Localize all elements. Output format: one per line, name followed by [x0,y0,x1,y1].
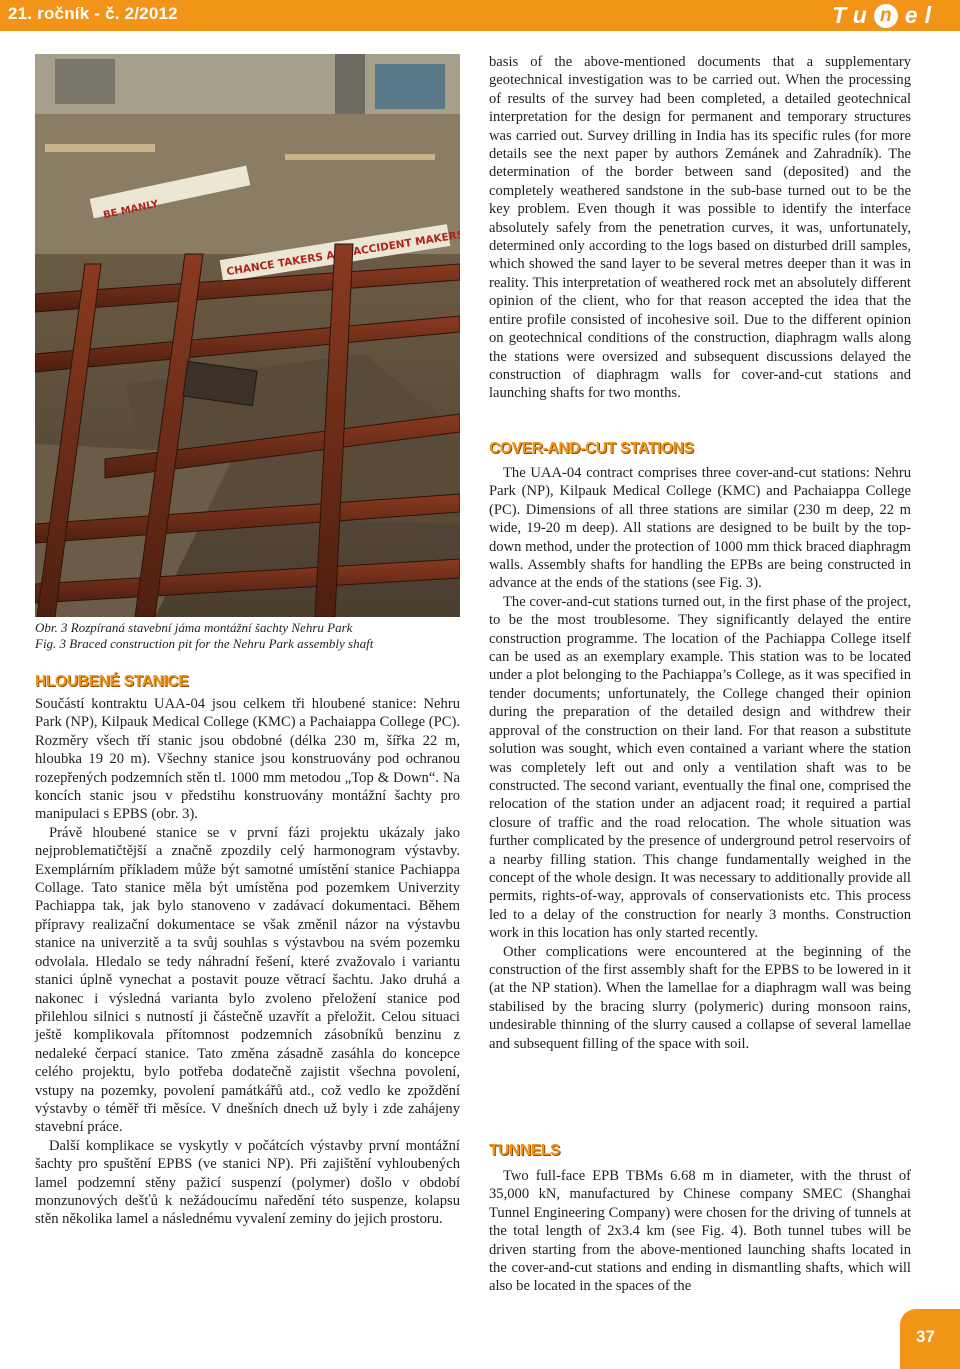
construction-pit-photo [35,54,460,617]
figure-caption [35,620,460,652]
right-paragraph-4: Two full-face EPB TBMs 6.68 m in diameter, with the thrust of 35,000 kN, manufactured by Chinese company SMEC (Shanghai Tunnel Engineering Company) were chosen for the driving of tunnels at the total length of 2x3.4 km (see Fig. 4). Both tunnel tubes will be driven starting from the above-mentioned launching shafts located in the cover-and-cut stations and ending in dismantling shafts, which will also be located in the spaces of the [489,1168,911,1295]
left-paragraph-3: Další komplikace se vyskytly v počátcích výstavby první montážní šachty pro spuštění EPBS (ve stanici NP). Při zajištění vyhloubených lamel podzemní stěny pažicí suspenzí (polymer) došlo v období monzunových dešťů k nežádoucímu naředění této suspenze, kolapsu stěn několika lamel a následnému vyvalení zeminy do jejich prostoru. [35,1137,460,1228]
logo-text-start: Tu [832,2,874,28]
right-paragraph-3: Other complications were encountered at the beginning of the construction of the first assembly shaft for the EPBS to be lowered in it (at the NP station). When the lamellae for a diaphragm wall was being stabilised by the bracing slurry (polymeric) during monsoon rains, undesirable thinning of the slurry caused a collapse of several lamellae and subsequent filling of the space with soil. [489,943,911,1052]
tunel-logo [832,2,938,29]
caption-en: Fig. 3 Braced construction pit for the Nehru Park assembly shaft [35,636,374,651]
left-paragraph-2: Právě hloubené stanice se v první fázi projektu ukázaly jako nejproblematičtější a značně zpozdily celý harmonogram výstavby. Exemplárním příkladem může být samotné umístění stanice Pachiappa Collage. Tato stanice měla být umístěna pod pozemkem Univerzity Pachiappa tak, jak bylo stanoveno v zadávací dokumentaci. Během přípravy realizační dokumentace se však změnil názor na výstavbu stanice na univerzitě a ta svůj souhlas s výstavbou na svém pozemku odvolala. Hledalo se tedy náhradní řešení, které zvažovalo i variantu stanici úplně vynechat a postavit pouze větrací šachtu. Jako druhá a nakonec i výsledná varianta bylo zvoleno přeložení stanice pod přilehlou silnici s nutností ji částečně uzavřít a přeložit. Celou situaci ještě komplikovala přítomnost podzemních zásobníků benzinu z nedaleké čerpací stanice. Tato změna zásadně zasáhla do koncepce celého projektu, bylo potřeba dodatečně zajistit všechna povolení, vstupy na pozemky, povolení památkářů atd., což vedlo ke zpoždění výstavby o téměř tři měsíce. V dnešních dnech už byly i zde zahájeny stavební práce. [35,824,460,1136]
issue-label: 21. ročník - č. 2/2012 [8,4,178,23]
heading-cover-and-cut-stations: COVER-AND-CUT STATIONS [489,440,694,457]
logo-text-end: el [904,2,938,28]
header-bar [0,0,960,31]
right-column-cover-and-cut [489,464,911,1053]
right-paragraph-2: The cover-and-cut stations turned out, in the first phase of the project, to be the most troublesome. They significantly delayed the entire construction programme. The location of the Pachiappa College itself can be used as an exemplary example. This station was to be located under a plot belonging to the Pachiappa’s College, as it was specified in tender documents; unfortunately, the College changed their opinion during the preparation of the detailed design and withdrew their approval of the construction on their land. For that reason a substitute solution was sought, which even contained a variant where the station was completely left out and only a ventilation shaft was to be constructed. The second variant, eventually the final one, comprised the relocation of the station under an adjacent road; it required a partial closure of traffic and the road relocation. The whole situation was further complicated by the presence of underground petrol reservoirs of a nearby filling station. This change fundamentally weighed in the concept of the whole design. It was necessary to additionally provide all permits, rights-of-way, approvals of conservationists etc. This process led to a delay of the construction for nearly 3 months. Construction work in this location has only started recently. [489,593,911,942]
right-paragraph-intro: basis of the above-mentioned documents that a supplementary geotechnical investigation was to be carried out. When the processing of results of the survey had been completed, a detailed geotechnical interpretation for the design for permanent and temporary structures was carried out. Survey drilling in India has its specific rules (for more details see the next paper by authors Zemánek and Zahradník). The determination of the border between sand (deposited) and the completely weathered sandstone in the sub-base turned out to be the key problem. Even though it was possible to identify the interface absolutely safely from the penetration curves, it was, unfortunately, determined only according to the logs based on disturbed drill samples, which showed the sand layer to be several metres deeper than it was in reality. This interpretation of weathered rock met an absolutely different opinion of the client, who for that reason accepted the idea that the entire profile consisted of incohesive soil. Due to the different opinion on geotechnical conditions of the construction, diaphragm walls along the stations were oversized and subsequent discussions delayed the construction of diaphragm walls for cover-and-cut stations and launching shafts for two months. [489,54,911,402]
caption-cz: Obr. 3 Rozpíraná stavební jáma montážní šachty Nehru Park [35,620,353,635]
right-column-intro [489,53,911,403]
page-number: 37 [916,1327,935,1346]
right-column-tunnels [489,1167,911,1296]
heading-tunnels: TUNNELS [489,1142,561,1159]
right-paragraph-1: The UAA-04 contract comprises three cover-and-cut stations: Nehru Park (NP), Kilpauk Medical College (KMC) and Pachaiappa College (PC). Dimensions of all three stations are similar (230 m deep, 22 m wide, 19-20 m deep). All stations are designed to be built by the top-down method, under the protection of 1000 mm thick braced diaphragm walls. Assembly shafts for handling the EPBs are being constructed in advance at the ends of the stations (see Fig. 3). [489,465,911,592]
page-number-badge [900,1309,960,1369]
heading-hloubene-stanice: HLOUBENÉ STANICE [35,673,189,690]
left-column-text [35,695,460,1229]
sign-chance-takers-text: CHANCE TAKERS ACCIDENT MAKERS [225,228,460,279]
left-paragraph-1: Součástí kontraktu UAA-04 jsou celkem tři hloubené stanice: Nehru Park (NP), Kilpauk Medical College (KMC) a Pachaiappa College (PC). Rozměry všech tří stanic jsou obdobné (délka 230 m, šířka 22 m, hloubka 19 20 m). Všechny stanice jsou konstruovány pod ochranou rozepřených podzemních stěn tl. 1000 mm metodou „Top & Down“. Na koncích stanic jsou v předstihu konstruovány montážní šachty pro manipulaci s EPBS (obr. 3). [35,696,460,823]
logo-circle: n [874,4,898,28]
sign-be-manly-text: BE MANLY [102,198,160,222]
